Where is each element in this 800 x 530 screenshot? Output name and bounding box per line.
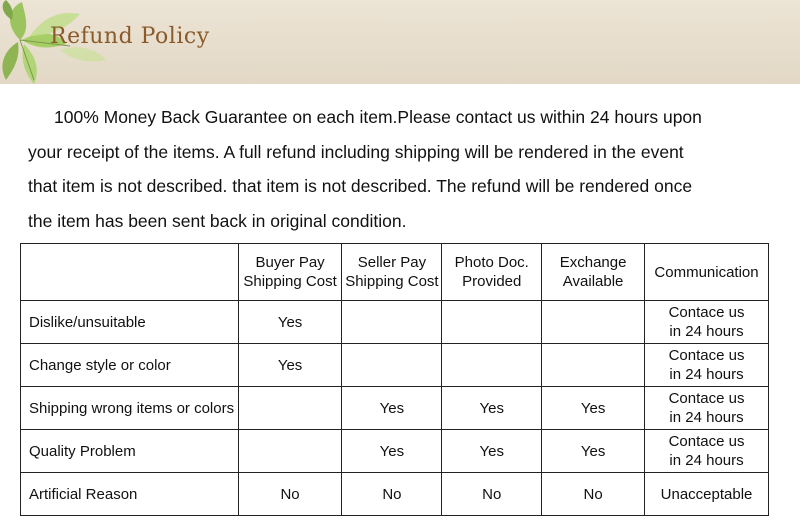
cell-text: No <box>583 485 603 503</box>
cell-text: No <box>382 485 402 503</box>
cell-text: Yes <box>277 356 303 374</box>
table-cell <box>238 430 342 473</box>
table-cell <box>442 473 542 516</box>
header-banner <box>0 0 800 84</box>
cell-text: Contace us <box>668 433 745 450</box>
header-line: Shipping Cost <box>243 273 337 290</box>
table-cell <box>645 301 769 344</box>
table-cell <box>442 430 542 473</box>
table-cell <box>542 430 645 473</box>
cell-text: Unacceptable <box>660 485 753 503</box>
table-cell <box>542 387 645 430</box>
table-cell <box>238 473 342 516</box>
header-cell <box>342 244 442 301</box>
cell-text: Yes <box>580 442 606 460</box>
header-line: Seller Pay <box>357 254 427 271</box>
row-label-cell <box>21 430 239 473</box>
table-cell <box>645 387 769 430</box>
row-label-cell <box>21 301 239 344</box>
header-line: Available <box>562 273 624 290</box>
refund-policy-table <box>20 243 769 516</box>
row-label-cell <box>21 344 239 387</box>
cell-text: Contace us <box>668 390 745 407</box>
cell-text: Contace us <box>668 347 745 364</box>
table-cell <box>645 344 769 387</box>
header-line: Shipping Cost <box>345 273 439 290</box>
cell-text: Change style or color <box>29 356 171 374</box>
cell-text: in 24 hours <box>669 366 744 383</box>
header-line: Photo Doc. <box>454 254 529 271</box>
row-label-cell <box>21 387 239 430</box>
page-title: Refund Policy <box>50 24 210 49</box>
policy-description <box>28 100 788 238</box>
table-cell <box>542 301 645 344</box>
cell-text: in 24 hours <box>669 323 744 340</box>
table-cell <box>238 387 342 430</box>
table-row <box>21 473 769 516</box>
table-cell <box>342 387 442 430</box>
header-cell <box>442 244 542 301</box>
cell-text: Dislike/unsuitable <box>29 313 146 331</box>
cell-text: Yes <box>277 313 303 331</box>
cell-text: Yes <box>580 399 606 417</box>
cell-text: Shipping wrong items or colors <box>29 399 235 417</box>
header-cell <box>542 244 645 301</box>
header-line: Provided <box>462 273 522 290</box>
cell-text: Contace us <box>668 304 745 321</box>
cell-text: Quality Problem <box>29 442 136 460</box>
table-cell <box>442 301 542 344</box>
intro-line: your receipt of the items. A full refund including shipping will be rendered in the event <box>28 141 684 162</box>
cell-text: Yes <box>379 399 405 417</box>
table-row <box>21 344 769 387</box>
table-cell <box>645 430 769 473</box>
table-row <box>21 430 769 473</box>
cell-text: Yes <box>379 442 405 460</box>
cell-text: in 24 hours <box>669 409 744 426</box>
table-cell <box>442 344 542 387</box>
table-header-row <box>21 244 769 301</box>
header-cell-empty <box>21 244 239 301</box>
table-row <box>21 301 769 344</box>
table-cell <box>542 344 645 387</box>
table-cell <box>238 301 342 344</box>
table-cell <box>645 473 769 516</box>
table-row <box>21 387 769 430</box>
cell-text: Artificial Reason <box>29 485 138 503</box>
intro-line: that item is not described. that item is not described. The refund will be rendered once <box>28 176 693 196</box>
table-cell <box>342 301 442 344</box>
table-cell <box>238 344 342 387</box>
table-cell <box>342 473 442 516</box>
table-cell <box>442 387 542 430</box>
table-cell <box>342 344 442 387</box>
cell-text: No <box>280 485 300 503</box>
header-line: Exchange <box>559 254 627 271</box>
cell-text: in 24 hours <box>669 452 744 469</box>
intro-line: 100% Money Back Guarantee on each item.Please contact us within 24 hours upon <box>54 107 702 127</box>
header-line: Buyer Pay <box>255 254 325 271</box>
cell-text: Yes <box>479 442 504 460</box>
cell-text: Yes <box>479 399 504 417</box>
table-cell <box>342 430 442 473</box>
intro-line: the item has been sent back in original condition. <box>28 210 407 231</box>
table-cell <box>542 473 645 516</box>
header-cell <box>238 244 342 301</box>
row-label-cell <box>21 473 239 516</box>
cell-text: No <box>482 485 502 503</box>
header-cell: Communication <box>645 244 769 301</box>
